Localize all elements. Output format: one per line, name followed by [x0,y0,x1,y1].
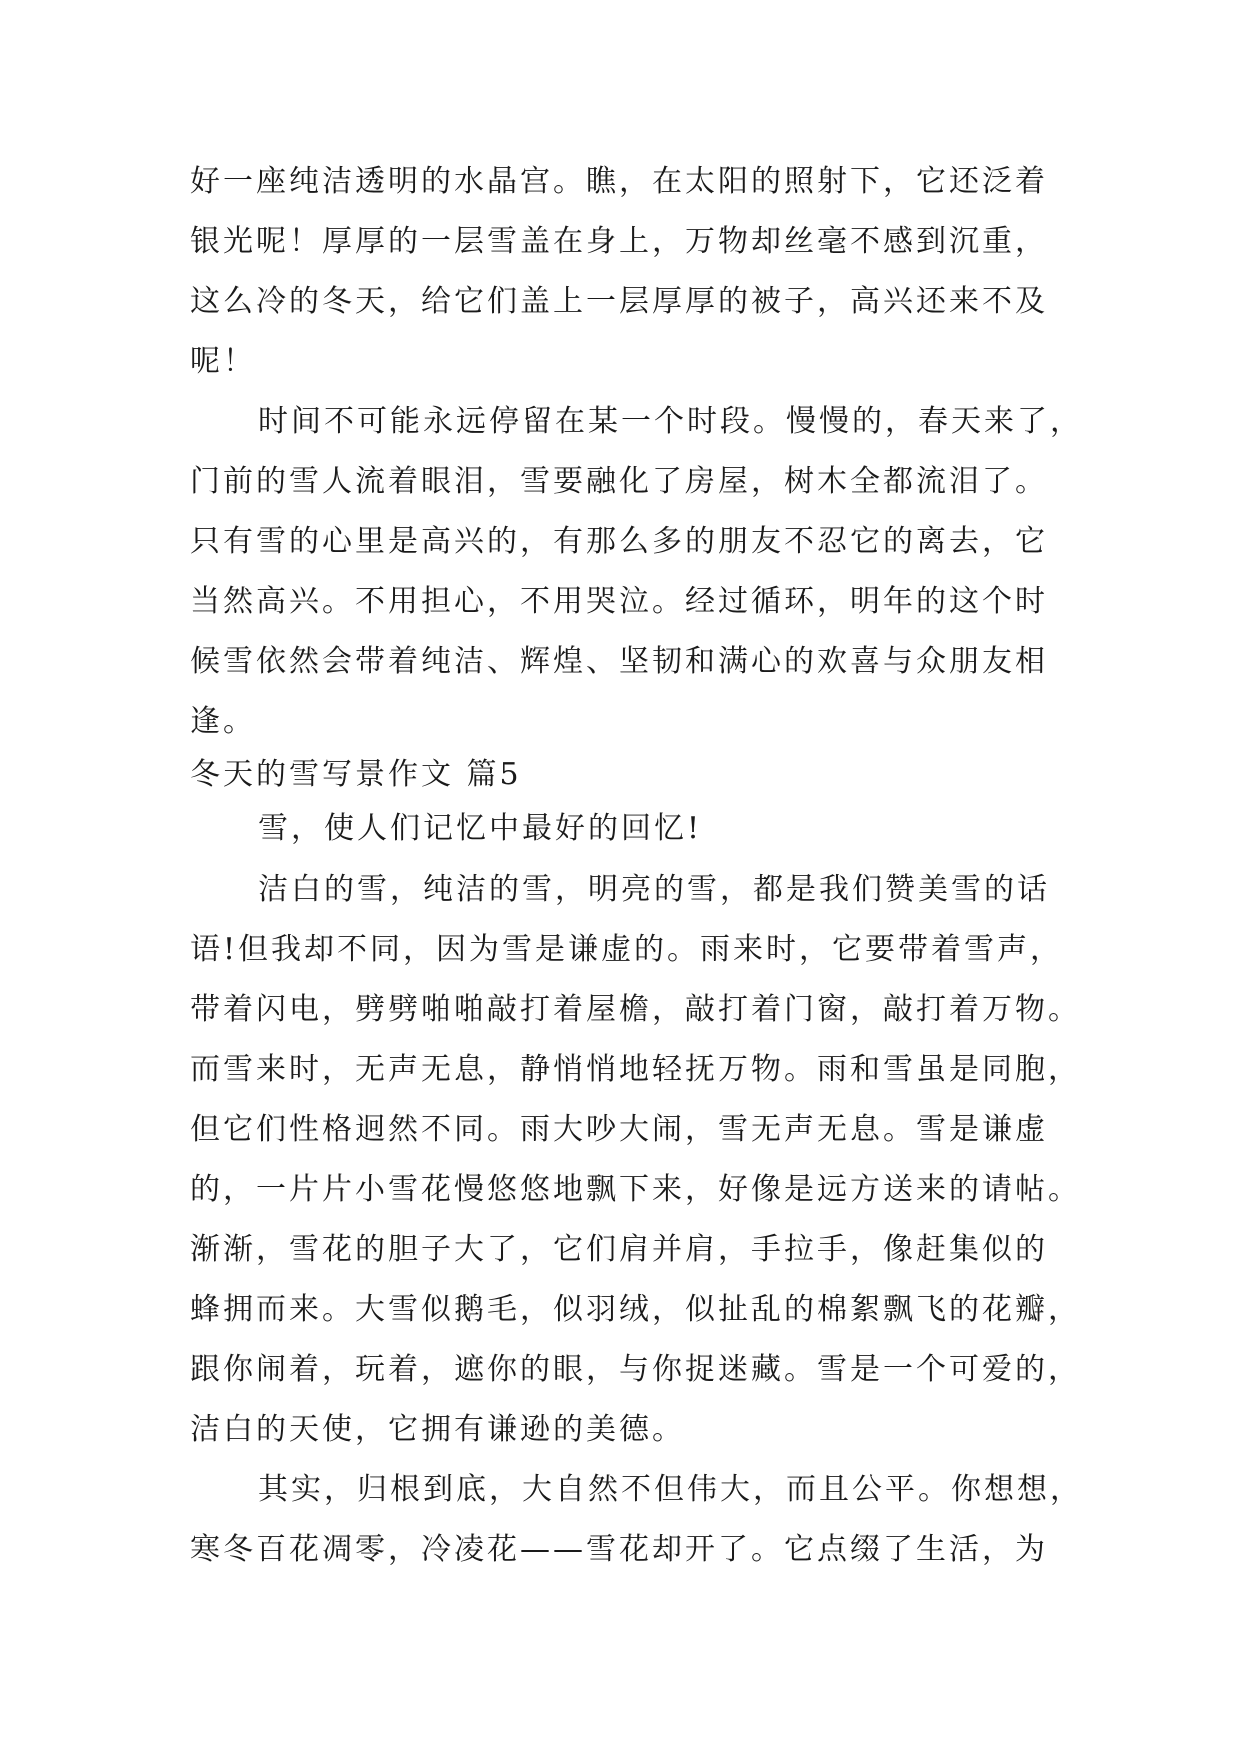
text-line: 这么冷的冬天，给它们盖上一层厚厚的被子，高兴还来不及 [190,284,1048,319]
text-line: 时间不可能永远停留在某一个时段。慢慢的，春天来了， [258,404,1083,439]
text-line: 好一座纯洁透明的水晶宫。瞧，在太阳的照射下，它还泛着 [190,164,1048,199]
text-line: 蜂拥而来。大雪似鹅毛，似羽绒，似扯乱的棉絮飘飞的花瓣， [190,1292,1081,1327]
text-line: 其实，归根到底，大自然不但伟大，而且公平。你想想， [258,1472,1083,1507]
section-heading: 冬天的雪写景作文 篇5 [190,757,522,792]
text-line: 的，一片片小雪花慢悠悠地飘下来，好像是远方送来的请帖。 [190,1172,1081,1207]
text-line: 候雪依然会带着纯洁、辉煌、坚韧和满心的欢喜与众朋友相 [190,644,1048,679]
text-line: 语!但我却不同，因为雪是谦虚的。雨来时，它要带着雪声， [190,932,1064,967]
text-line: 银光呢！厚厚的一层雪盖在身上，万物却丝毫不感到沉重， [190,224,1048,259]
text-line: 呢！ [190,344,256,379]
text-line: 渐渐，雪花的胆子大了，它们肩并肩，手拉手，像赶集似的 [190,1232,1048,1267]
text-line: 洁白的天使，它拥有谦逊的美德。 [190,1412,685,1447]
text-line: 跟你闹着，玩着，遮你的眼，与你捉迷藏。雪是一个可爱的， [190,1352,1081,1387]
text-line: 但它们性格迥然不同。雨大吵大闹，雪无声无息。雪是谦虚 [190,1112,1048,1147]
text-line: 洁白的雪，纯洁的雪，明亮的雪，都是我们赞美雪的话 [258,872,1050,907]
text-line: 只有雪的心里是高兴的，有那么多的朋友不忍它的离去，它 [190,524,1048,559]
text-line: 当然高兴。不用担心，不用哭泣。经过循环，明年的这个时 [190,584,1048,619]
text-line: 寒冬百花凋零，冷凌花——雪花却开了。它点缀了生活，为 [190,1532,1048,1567]
text-line: 雪，使人们记忆中最好的回忆! [258,811,703,846]
text-line: 门前的雪人流着眼泪，雪要融化了房屋，树木全都流泪了。 [190,464,1048,499]
text-line: 逢。 [190,704,256,739]
document-body [190,152,1090,1580]
text-line: 带着闪电，劈劈啪啪敲打着屋檐，敲打着门窗，敲打着万物。 [190,992,1081,1027]
text-line: 而雪来时，无声无息，静悄悄地轻抚万物。雨和雪虽是同胞， [190,1052,1081,1087]
